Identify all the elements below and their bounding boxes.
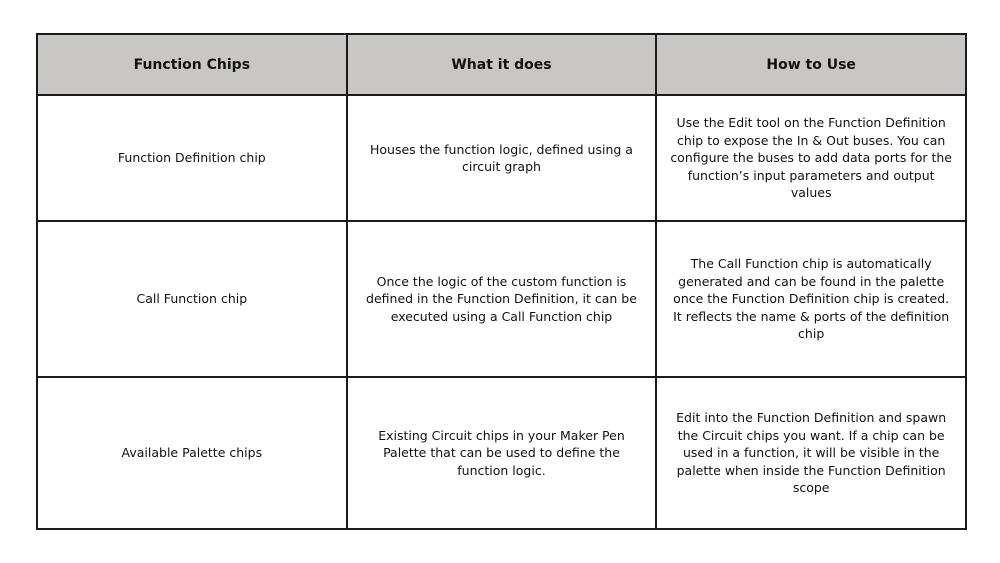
cell-what-it-does: Once the logic of the custom function is defined in the Function Definition, it can be executed using a Call Function chip [347, 221, 657, 377]
cell-how-to-use: Edit into the Function Definition and spawn the Circuit chips you want. If a chip can be used in a function, it will be visible in the palette when inside the Function Definition scope [656, 377, 966, 529]
cell-what-it-does: Houses the function logic, defined using a circuit graph [347, 95, 657, 221]
header-function-chips: Function Chips [37, 34, 347, 95]
table-row [37, 377, 966, 529]
cell-chip-name: Call Function chip [37, 221, 347, 377]
function-chips-table [36, 33, 967, 530]
cell-how-to-use: The Call Function chip is automatically generated and can be found in the palette once the Function Definition chip is created. It reflects the name & ports of the definition chip [656, 221, 966, 377]
table-header-row [37, 34, 966, 95]
header-how-to-use: How to Use [656, 34, 966, 95]
cell-chip-name: Available Palette chips [37, 377, 347, 529]
cell-chip-name: Function Definition chip [37, 95, 347, 221]
table-row [37, 95, 966, 221]
cell-how-to-use: Use the Edit tool on the Function Definition chip to expose the In & Out buses. You can configure the buses to add data ports for the function’s input parameters and output values [656, 95, 966, 221]
cell-what-it-does: Existing Circuit chips in your Maker Pen Palette that can be used to define the function logic. [347, 377, 657, 529]
header-what-it-does: What it does [347, 34, 657, 95]
table-row [37, 221, 966, 377]
